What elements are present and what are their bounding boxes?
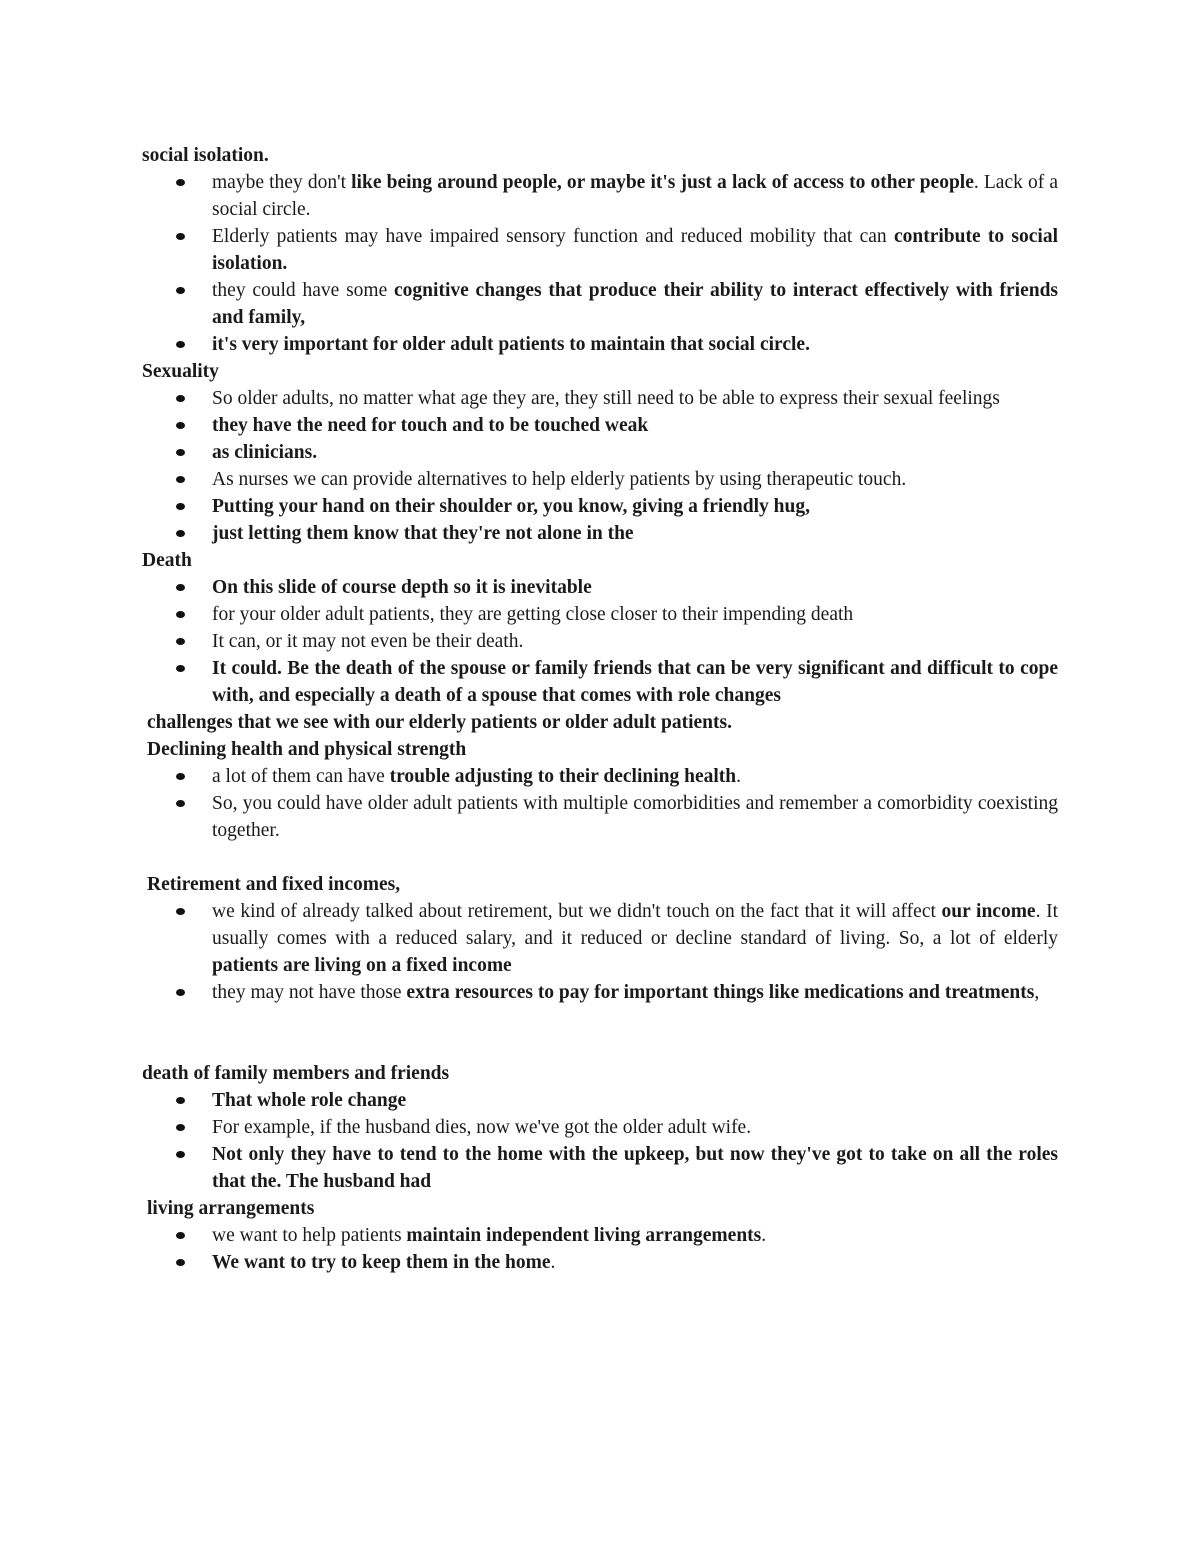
- text-run: maybe they don't: [212, 172, 352, 193]
- text-run: trouble adjusting to their declining health: [389, 766, 737, 787]
- text-run: as clinicians.: [212, 442, 318, 463]
- list-item: [212, 412, 1058, 439]
- text-run: It could. Be the death of the spouse or family friends that can be very significant and difficult to cope with, and especially a death of a spouse that comes with role changes: [212, 658, 1058, 706]
- list-item: [212, 1087, 1058, 1114]
- text-run: As nurses we can provide alternatives to help elderly patients by using therapeutic touch.: [212, 469, 907, 490]
- text-run: extra resources to pay for important things like medications and treatments: [406, 982, 1035, 1003]
- list-item: [212, 1114, 1058, 1141]
- list-item: [212, 169, 1058, 223]
- heading-retirement: Retirement and fixed incomes,: [147, 874, 401, 895]
- text-run: they may not have those: [212, 982, 407, 1003]
- list-item: [212, 763, 1058, 790]
- bullet-list-declining-health: [142, 763, 1058, 844]
- text-run: .: [761, 1225, 767, 1246]
- text-run: they have the need for touch and to be touched weak: [212, 415, 649, 436]
- list-item: [212, 223, 1058, 277]
- text-run: For example, if the husband dies, now we've got the older adult wife.: [212, 1117, 752, 1138]
- text-run: for your older adult patients, they are getting close closer to their impending death: [212, 604, 854, 625]
- bullet-list-death-of-family: [142, 1087, 1058, 1195]
- text-run: We want to try to keep them in the home: [212, 1252, 551, 1273]
- heading-social-isolation: social isolation.: [142, 145, 269, 166]
- list-item: [212, 331, 1058, 358]
- text-run: That whole role change: [212, 1090, 407, 1111]
- text-run: .: [550, 1252, 556, 1273]
- text-run: we kind of already talked about retirement, but we didn't touch on the fact that it will affect: [212, 901, 942, 922]
- text-run: cognitive changes that produce their ability to interact effectively with friends and family,: [212, 280, 1059, 328]
- heading-death-of-family: death of family members and friends: [142, 1063, 450, 1084]
- text-run: Elderly patients may have impaired sensory function and reduced mobility that can: [212, 226, 894, 247]
- text-run: patients are living on a fixed income: [212, 955, 512, 976]
- text-run: It can, or it may not even be their death.: [212, 631, 524, 652]
- list-item: [212, 466, 1058, 493]
- list-item: [212, 628, 1058, 655]
- text-run: .: [736, 766, 742, 787]
- bullet-list-social-isolation: [142, 169, 1058, 358]
- heading-death: Death: [142, 550, 192, 571]
- list-item: [212, 385, 1058, 412]
- text-run: . It usually comes with a reduced salary, and it reduced or decline standard of living. So, a lot of elderly: [212, 901, 1058, 949]
- blank-line: [142, 1006, 1058, 1060]
- list-item: [212, 601, 1058, 628]
- text-run: we want to help patients: [212, 1225, 407, 1246]
- bullet-list-sexuality: [142, 385, 1058, 547]
- heading-declining-health: Declining health and physical strength: [147, 739, 467, 760]
- text-run: So, you could have older adult patients with multiple comorbidities and remember a comorbidity coexisting together.: [212, 793, 1058, 841]
- list-item: [212, 1249, 1058, 1276]
- list-item: [212, 655, 1058, 709]
- list-item: [212, 898, 1058, 979]
- blank-line: [142, 844, 1058, 871]
- list-item: [212, 277, 1058, 331]
- list-item: [212, 439, 1058, 466]
- list-item: [212, 979, 1058, 1006]
- bullet-list-living-arrangements: [142, 1222, 1058, 1276]
- text-run: just letting them know that they're not alone in the: [212, 523, 634, 544]
- heading-living-arrangements: living arrangements: [147, 1198, 315, 1219]
- text-run: contribute to social isolation.: [212, 226, 1058, 274]
- list-item: [212, 493, 1058, 520]
- bullet-list-death: [142, 574, 1058, 709]
- text-run: On this slide of course depth so it is inevitable: [212, 577, 592, 598]
- list-item: [212, 1222, 1058, 1249]
- text-run: ,: [1034, 982, 1040, 1003]
- list-item: [212, 520, 1058, 547]
- text-run: So older adults, no matter what age they are, they still need to be able to express their sexual feelings: [212, 388, 1000, 409]
- text-run: maintain independent living arrangements: [406, 1225, 762, 1246]
- text-run: they could have some: [212, 280, 395, 301]
- heading-challenges: challenges that we see with our elderly patients or older adult patients.: [147, 712, 732, 733]
- text-run: Putting your hand on their shoulder or, you know, giving a friendly hug,: [212, 496, 810, 517]
- text-run: it's very important for older adult patients to maintain that social circle.: [212, 334, 810, 355]
- text-run: our income: [941, 901, 1036, 922]
- text-run: a lot of them can have: [212, 766, 390, 787]
- list-item: [212, 574, 1058, 601]
- text-run: Not only they have to tend to the home with the upkeep, but now they've got to take on all the roles that the. The husband had: [212, 1144, 1058, 1192]
- list-item: [212, 790, 1058, 844]
- document-page: [142, 142, 1058, 1276]
- heading-sexuality: Sexuality: [142, 361, 219, 382]
- bullet-list-retirement: [142, 898, 1058, 1006]
- list-item: [212, 1141, 1058, 1195]
- text-run: . Lack of a social circle.: [212, 172, 1059, 220]
- text-run: like being around people, or maybe it's just a lack of access to other people: [351, 172, 974, 193]
